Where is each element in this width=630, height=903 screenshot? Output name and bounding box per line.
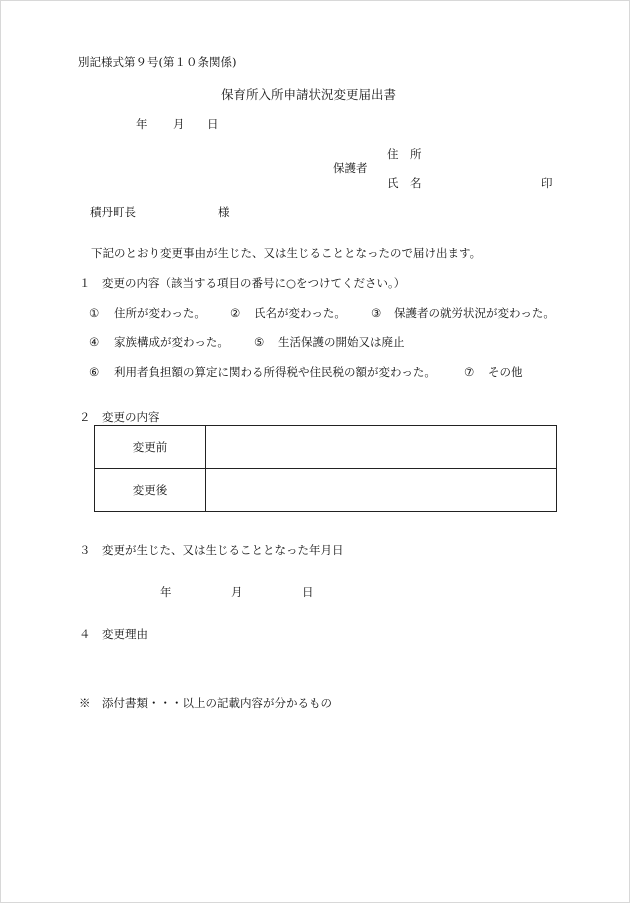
guardian-label: 保護者 xyxy=(333,161,368,175)
date-year-label: 年 xyxy=(136,117,148,131)
name-label: 氏 名 xyxy=(387,176,422,190)
option-number: ⑤ xyxy=(254,335,265,349)
intro-text: 下記のとおり変更事由が生じた、又は生じることとなったので届け出ます。 xyxy=(91,246,482,260)
option-number: ② xyxy=(230,306,241,320)
change-details-table xyxy=(94,425,557,512)
addressee-office: 積丹町長 xyxy=(90,205,136,219)
option-number: ③ xyxy=(371,306,382,320)
table-row xyxy=(95,469,557,512)
date-day-label: 日 xyxy=(207,117,219,131)
change-date-year-label: 年 xyxy=(160,585,172,599)
seal-mark: 印 xyxy=(541,176,553,190)
option-text: 生活保護の開始又は廃止 xyxy=(278,335,405,349)
option-text: 利用者負担額の算定に関わる所得税や住民税の額が変わった。 xyxy=(114,365,436,379)
change-date-day-label: 日 xyxy=(302,585,314,599)
addressee-honorific: 様 xyxy=(218,205,230,219)
section3-heading: ３ 変更が生じた、又は生じることとなった年月日 xyxy=(79,543,344,557)
option-number: ⑦ xyxy=(464,365,475,379)
option-text: 保護者の就労状況が変わった。 xyxy=(394,306,555,320)
option-text: 氏名が変わった。 xyxy=(254,306,346,320)
option-text: 家族構成が変わった。 xyxy=(114,335,229,349)
page-title: 保育所入所申請状況変更届出書 xyxy=(221,87,397,102)
section2-heading: ２ 変更の内容 xyxy=(79,410,160,424)
before-change-field[interactable] xyxy=(206,426,557,469)
option-number: ④ xyxy=(89,335,100,349)
option-text: 住所が変わった。 xyxy=(114,306,206,320)
change-date-month-label: 月 xyxy=(231,585,243,599)
after-change-field[interactable] xyxy=(206,469,557,512)
form-number: 別記様式第９号(第１０条関係) xyxy=(78,55,237,69)
date-month-label: 月 xyxy=(173,117,185,131)
option-number: ⑥ xyxy=(89,365,100,379)
section1-heading: １ 変更の内容（該当する項目の番号に○をつけてください。） xyxy=(79,276,406,290)
option-text: その他 xyxy=(488,365,523,379)
after-change-label: 変更後 xyxy=(95,469,206,512)
attachment-note: ※ 添付書類・・・以上の記載内容が分かるもの xyxy=(79,696,332,710)
address-label: 住 所 xyxy=(387,147,422,161)
table-row xyxy=(95,426,557,469)
section4-heading: ４ 変更理由 xyxy=(79,627,148,641)
option-number: ① xyxy=(89,306,100,320)
before-change-label: 変更前 xyxy=(95,426,206,469)
